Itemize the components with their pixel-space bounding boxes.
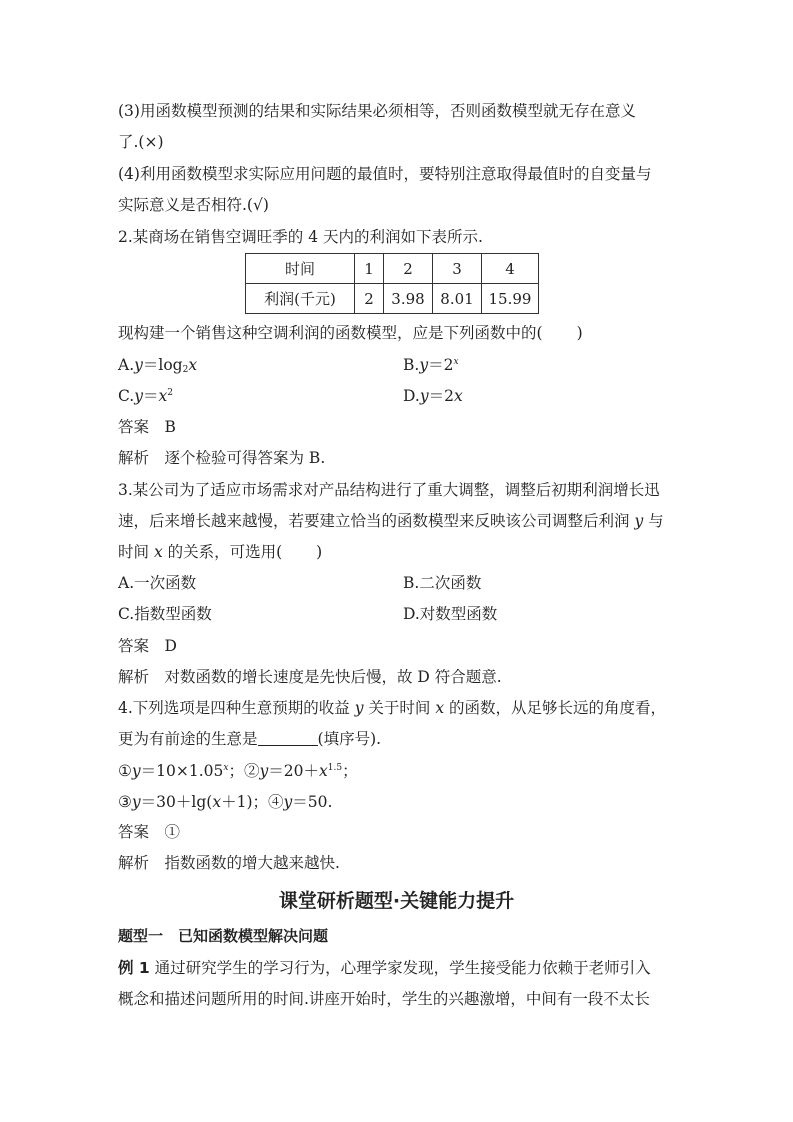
table-row — [246, 284, 539, 314]
example-1-line2: 概念和描述问题所用的时间.讲座开始时，学生的兴趣激增，中间有一段不太长 — [118, 990, 650, 1008]
question-type-title: 题型一 已知函数模型解决问题 — [118, 927, 329, 945]
problem-4-solution: 解析 指数函数的增大越来越快. — [118, 854, 340, 872]
problem-2-solution: 解析 逐个检验可得答案为 B. — [118, 449, 326, 467]
statement-4-line2: 实际意义是否相符.(√) — [118, 196, 269, 214]
table-cell: 利润(千元) — [246, 284, 355, 314]
table-cell: 时间 — [246, 254, 355, 284]
statement-4-line1: (4)利用函数模型求实际应用问题的最值时，要特别注意取得最值时的自变量与 — [118, 165, 652, 183]
problem-3-line2: 速，后来增长越来越慢，若要建立恰当的函数模型来反映该公司调整后利润 y 与 — [118, 512, 664, 530]
problem-3-option-b: B.二次函数 — [403, 574, 482, 592]
problem-3-option-d: D.对数型函数 — [403, 605, 498, 623]
table-cell: 2 — [355, 284, 384, 314]
problem-3-answer: 答案 D — [118, 637, 177, 655]
problem-3-line1: 3.某公司为了适应市场需求对产品结构进行了重大调整，调整后初期利润增长迅 — [118, 481, 660, 499]
problem-3-line3: 时间 x 的关系，可选用( ) — [118, 543, 323, 561]
problem-4-line2: 更为有前途的生意是 (填序号). — [118, 730, 382, 748]
table-cell: 2 — [384, 254, 433, 284]
problem-2-option-b: $B.y=2^x$ — [403, 356, 459, 374]
problem-3-option-c: C.指数型函数 — [118, 605, 212, 623]
problem-2-option-c: $C.y=x^2$ — [118, 387, 173, 405]
table-cell: 1 — [355, 254, 384, 284]
table-cell: 4 — [482, 254, 539, 284]
section-heading: 课堂研析题型·关键能力提升 — [278, 890, 515, 912]
problem-4-choices-1: $①y=10\times 1.05^x$；$②y=20+x^{1.5}$； — [118, 762, 358, 780]
problem-2-stem: 2.某商场在销售空调旺季的 4 天内的利润如下表所示. — [118, 228, 483, 246]
problem-2-question: 现构建一个销售这种空调利润的函数模型，应是下列函数中的( ) — [118, 324, 583, 342]
problem-2-option-d: D.y＝2x — [403, 387, 463, 405]
problem-4-line1: 4.下列选项是四种生意预期的收益 y 关于时间 x 的函数，从足够长远的角度看， — [118, 699, 667, 717]
table-cell: 3 — [433, 254, 482, 284]
table-cell: 3.98 — [384, 284, 433, 314]
fill-blank — [258, 731, 318, 746]
example-1-line1: 例 1 通过研究学生的学习行为，心理学家发现，学生接受能力依赖于老师引入 — [118, 959, 651, 977]
table-cell: 15.99 — [482, 284, 539, 314]
problem-2-option-a: $A.y=\log_2x$ — [118, 356, 198, 375]
statement-3-line2: 了.(×) — [118, 133, 164, 151]
problem-4-choices-2: ③y＝30＋lg(x＋1)；④y＝50. — [118, 793, 333, 811]
problem-2-answer: 答案 B — [118, 418, 176, 436]
profit-table — [245, 253, 539, 314]
problem-3-option-a: A.一次函数 — [118, 574, 197, 592]
table-row — [246, 254, 539, 284]
problem-4-answer: 答案 ① — [118, 823, 181, 841]
problem-3-solution: 解析 对数函数的增长速度是先快后慢，故 D 符合题意. — [118, 668, 502, 686]
table-cell: 8.01 — [433, 284, 482, 314]
statement-3-line1: (3)用函数模型预测的结果和实际结果必须相等，否则函数模型就无存在意义 — [118, 102, 636, 120]
